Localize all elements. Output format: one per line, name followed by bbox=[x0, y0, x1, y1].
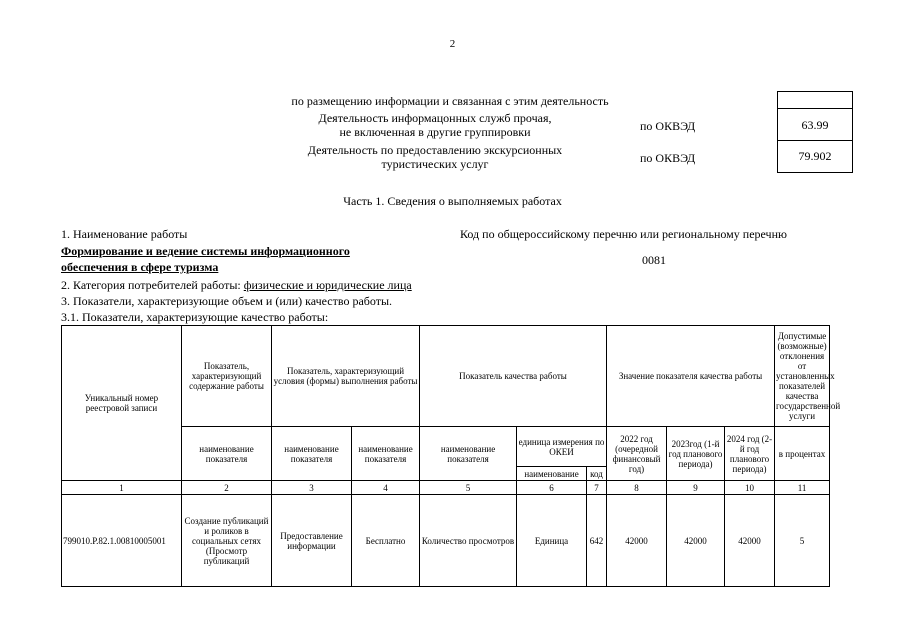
subheader-2022: 2022 год (очередной финансовый год) bbox=[607, 427, 667, 481]
cell-condition-1: Предоставление информации bbox=[272, 495, 352, 587]
subheader-unit-code: код bbox=[587, 467, 607, 481]
cell-content: Создание публикаций и роликов в социальных сетях (Просмотр публикаций bbox=[182, 495, 272, 587]
col-number: 11 bbox=[775, 481, 830, 495]
indicators-heading: 3. Показатели, характеризующие объем и (или) качество работы. bbox=[61, 294, 393, 308]
cell-2023: 42000 bbox=[667, 495, 725, 587]
subheader-unit-name: наименование bbox=[517, 467, 587, 481]
header-conditions: Показатель, характеризующий условия (формы) выполнения работы bbox=[272, 326, 420, 427]
okved-empty-cell bbox=[778, 92, 852, 109]
okved-code-1: 63.99 bbox=[778, 109, 852, 141]
col-number: 5 bbox=[420, 481, 517, 495]
cell-deviation: 5 bbox=[775, 495, 830, 587]
okved-code-2: 79.902 bbox=[798, 149, 832, 163]
consumer-category bbox=[61, 278, 412, 292]
col-number: 1 bbox=[62, 481, 182, 495]
cell-unit-code: 642 bbox=[587, 495, 607, 587]
subheader-name-2: наименование показателя bbox=[272, 427, 352, 481]
okved-code-box bbox=[777, 91, 853, 173]
consumer-category-label: 2. Категория потребителей работы: bbox=[61, 278, 244, 292]
cell-quality-name: Количество просмотров bbox=[420, 495, 517, 587]
code-label: Код по общероссийскому перечню или региональному перечню bbox=[460, 227, 787, 241]
activity1-okved-label: по ОКВЭД bbox=[640, 119, 696, 133]
cell-2024: 42000 bbox=[725, 495, 775, 587]
col-number: 6 bbox=[517, 481, 587, 495]
page-number: 2 bbox=[449, 38, 456, 50]
header-quality: Показатель качества работы bbox=[420, 326, 607, 427]
work-name-line2: обеспечения в сфере туризма bbox=[61, 260, 219, 274]
table-row bbox=[62, 495, 830, 587]
activity1-line1: Деятельность информацонных служб прочая, bbox=[318, 111, 552, 125]
consumer-category-value: физические и юридические лица bbox=[243, 278, 412, 292]
col-number: 9 bbox=[667, 481, 725, 495]
header-line1: по размещению информации и связанная с этим деятельность bbox=[291, 94, 609, 108]
header-registry: Уникальный номер реестровой записи bbox=[62, 326, 182, 481]
col-number: 3 bbox=[272, 481, 352, 495]
col-number: 8 bbox=[607, 481, 667, 495]
header-content: Показатель, характеризующий содержание работы bbox=[182, 326, 272, 427]
subheader-percent: в процентах bbox=[775, 427, 830, 481]
work-name-line1: Формирование и ведение системы информационного bbox=[61, 244, 350, 258]
subheader-unit: единица измерения по ОКЕИ bbox=[517, 427, 607, 467]
cell-registry: 799010.Р.82.1.00810005001 bbox=[62, 495, 182, 587]
col-number: 4 bbox=[352, 481, 420, 495]
subheader-name-1: наименование показателя bbox=[182, 427, 272, 481]
col-number: 7 bbox=[587, 481, 607, 495]
cell-2022: 42000 bbox=[607, 495, 667, 587]
part-title: Часть 1. Сведения о выполняемых работах bbox=[343, 194, 562, 208]
cell-unit-name: Единица bbox=[517, 495, 587, 587]
header-deviation: Допустимые (возможные) отклонения от установленных показателей качества государственной услуги bbox=[775, 326, 830, 427]
activity1-line2: не включенная в другие группировки bbox=[339, 125, 531, 139]
cell-condition-2: Бесплатно bbox=[352, 495, 420, 587]
work-name-label: 1. Наименование работы bbox=[61, 227, 188, 241]
activity2-okved-label: по ОКВЭД bbox=[640, 151, 696, 165]
work-code-value: 0081 bbox=[642, 253, 666, 267]
activity2-line2: туристических услуг bbox=[381, 157, 489, 171]
header-values: Значение показателя качества работы bbox=[607, 326, 775, 427]
quality-indicators-heading: 3.1. Показатели, характеризующие качество работы: bbox=[61, 310, 329, 324]
subheader-name-4: наименование показателя bbox=[420, 427, 517, 481]
col-number: 10 bbox=[725, 481, 775, 495]
activity2-line1: Деятельность по предоставлению экскурсионных bbox=[307, 143, 563, 157]
subheader-2023: 2023год (1-й год планового периода) bbox=[667, 427, 725, 481]
quality-indicators-table bbox=[61, 325, 841, 587]
subheader-name-3: наименование показателя bbox=[352, 427, 420, 481]
subheader-2024: 2024 год (2-й год планового периода) bbox=[725, 427, 775, 481]
col-number: 2 bbox=[182, 481, 272, 495]
